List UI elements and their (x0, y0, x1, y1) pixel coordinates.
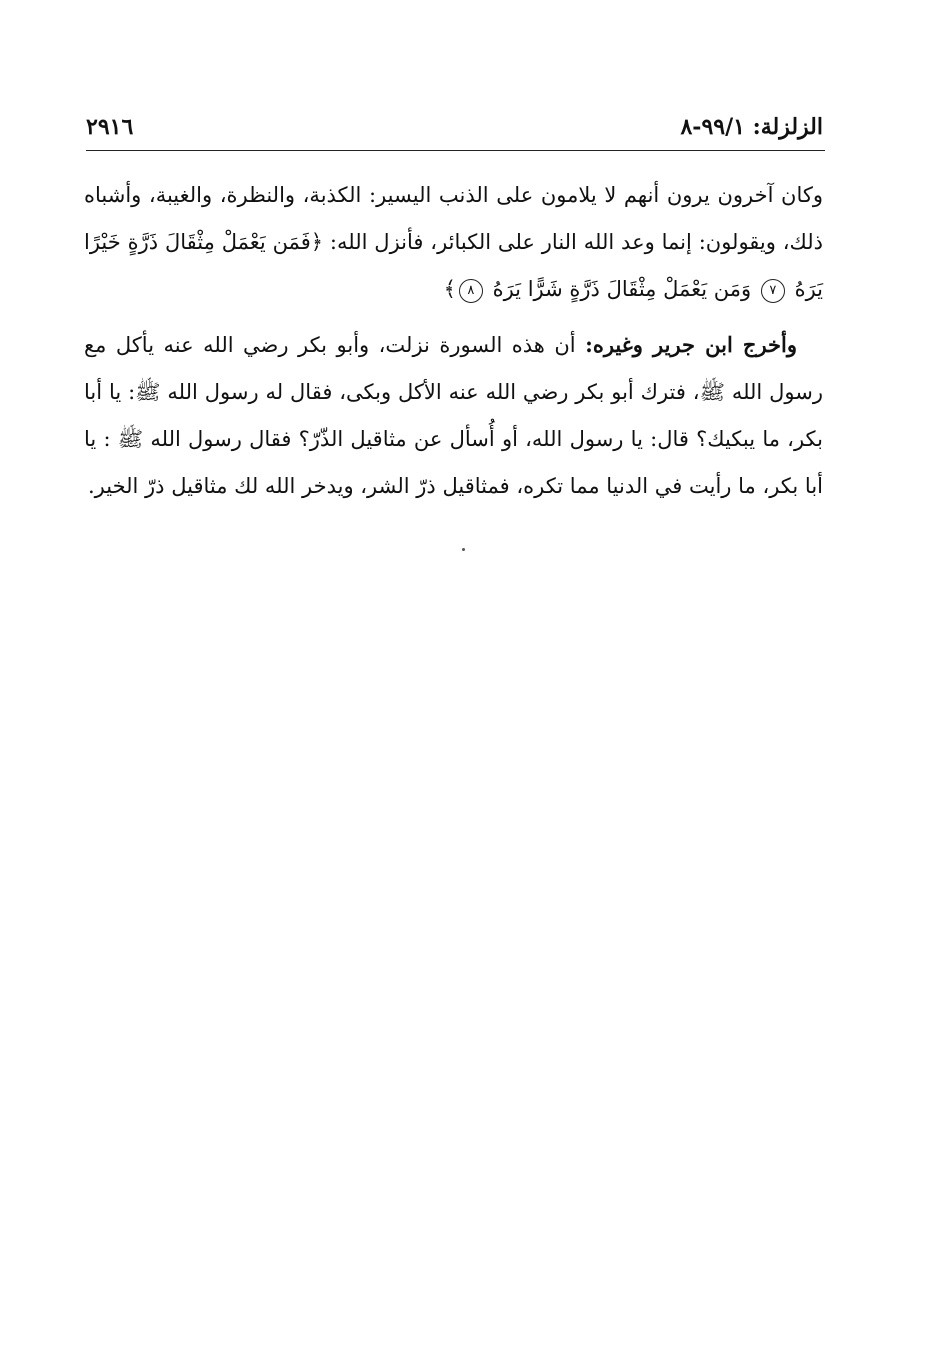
page-header (86, 108, 823, 144)
page-number: ٢٩١٦ (86, 114, 134, 140)
paragraph-1 (84, 172, 823, 313)
ayah-number-7: ٧ (761, 279, 785, 303)
quote-open-bracket: ﴿ (310, 230, 324, 254)
quote-close-bracket: ﴾ (443, 277, 456, 301)
quran-ayah-8: وَمَن يَعْمَلْ مِثْقَالَ ذَرَّةٍ شَرًّا يَرَهُ (492, 277, 752, 301)
paragraph-2 (84, 321, 823, 510)
paragraph-2-lead: وأخرج ابن جرير وغيره: (585, 332, 797, 357)
paragraph-1-text: وكان آخرون يرون أنهم لا يلامون على الذنب اليسير: الكذبة، والنظرة، والغيبة، وأشباه ذلك، ويقولون: إنما وعد الله النار على الكبائر، فأنزل الله: (84, 183, 823, 254)
running-head: الزلزلة: ٩٩/١-٨ (680, 114, 823, 140)
body-text (84, 172, 823, 518)
ayah-number-8: ٨ (459, 279, 483, 303)
scan-speck (462, 548, 465, 551)
header-rule (86, 150, 825, 151)
quran-ayah-7: فَمَن يَعْمَلْ مِثْقَالَ ذَرَّةٍ خَيْرًا يَرَهُ (84, 230, 823, 301)
paragraph-2-text: أن هذه السورة نزلت، وأبو بكر رضي الله عنه يأكل مع رسول الله ﷺ، فترك أبو بكر رضي الله عنه الأكل وبكى، فقال له رسول الله ﷺ: يا أبا بكر، ما يبكيك؟ قال: يا رسول الله، أو أُسأل عن مثاقيل الذّرّ؟ فقال رسول الله ﷺ : يا أبا بكر، ما رأيت في الدنيا مما تكره، فمثاقيل ذرّ الشر، ويدخر الله لك مثاقيل ذرّ الخير. (84, 333, 823, 498)
